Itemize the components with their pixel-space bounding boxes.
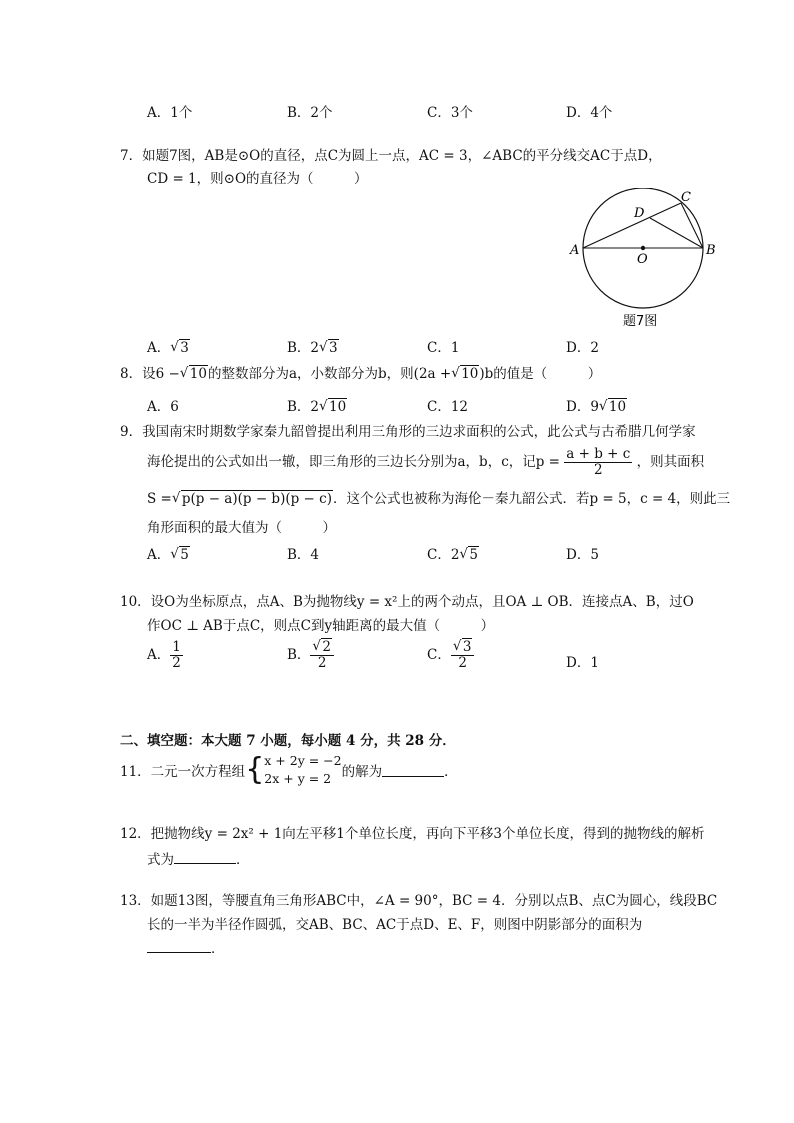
q7-option-a-radical <box>170 340 190 356</box>
q7-option-b-radicand: 3 <box>329 340 338 356</box>
q10-option-b <box>287 640 334 671</box>
q12-end: ． <box>236 852 250 868</box>
q6-option-d: D．4个 <box>566 105 613 121</box>
q9-line3-b: ．这个公式也被称为海伦－秦九韶公式．若p = 5，c = 4，则此三 <box>332 491 731 507</box>
q7-option-b-label: B．2 <box>287 340 320 356</box>
q9-line2-a: 海伦提出的公式如出一辙，即三角形的三边长分别为a，b，c，记p = <box>147 453 560 470</box>
q9-option-d: D．5 <box>566 547 599 563</box>
section2-title: 二、填空题：本大题 7 小题，每小题 4 分，共 28 分． <box>120 733 456 749</box>
label-c: C <box>681 190 691 205</box>
q9-option-b: B．4 <box>287 547 320 563</box>
q7-line2: CD = 1，则⊙O的直径为（ ） <box>147 171 368 187</box>
q7-figure <box>566 188 726 333</box>
q10-option-b-denominator: 2 <box>317 654 327 671</box>
q10-line1: 10．设O为坐标原点，点A、B为抛物线y = x²上的两个动点，且OA ⊥ OB．连接点A、B，过O <box>120 594 694 610</box>
q11-brace: { <box>245 752 265 788</box>
q9-heron-radicand: p(p − a)(p − b)(p − c) <box>181 491 332 507</box>
q9-line3-a: S = <box>147 491 172 507</box>
q11-end: ． <box>444 764 458 781</box>
q11-eq1: x + 2y = −2 <box>264 753 342 768</box>
q9-option-a-radicand: 5 <box>180 547 189 563</box>
q6-option-b: B．2个 <box>287 105 333 121</box>
q10-option-a-denominator: 2 <box>172 654 181 671</box>
q10-option-a-numerator: 1 <box>172 639 181 655</box>
q10-line2: 作OC ⊥ AB于点C，则点C到y轴距离的最大值（ ） <box>147 618 495 634</box>
q10-option-c-radical <box>453 640 473 655</box>
q11-answer-blank[interactable] <box>382 764 444 777</box>
q9-option-a-radical <box>170 547 190 563</box>
q7-option-b <box>287 336 339 356</box>
figure-caption: 题7图 <box>623 314 658 329</box>
q12-line1: 12．把抛物线y = 2x² + 1向左平移1个单位长度，再向下平移3个单位长度，得到的抛物线的解析 <box>120 826 705 842</box>
q7-option-a <box>147 336 190 356</box>
q11-prefix: 11．二元一次方程组 <box>120 764 246 781</box>
q10-option-b-numerator <box>310 640 334 656</box>
q7-option-b-radical <box>319 340 339 356</box>
q8-option-b <box>287 395 347 415</box>
q8-option-d-radical <box>599 399 627 415</box>
q7-option-c: C．1 <box>427 340 460 356</box>
q11-suffix: 的解为 <box>341 764 383 781</box>
q10-option-b-radical <box>312 640 332 655</box>
q8-option-b-label: B．2 <box>287 399 320 415</box>
center-dot <box>641 246 645 250</box>
q10-option-a <box>147 640 183 671</box>
q10-option-d: D．1 <box>566 655 599 671</box>
q13-line2: 长的一半为半径作圆弧，交AB、BC、AC于点D、E、F，则图中阴影部分的面积为 <box>147 917 643 933</box>
q10-option-c-fraction <box>451 640 475 671</box>
q13-line1: 13．如题13图，等腰直角三角形ABC中，∠A = 90°，BC = 4．分别以点B、点C为圆心，线段BC <box>120 893 718 909</box>
q9-line1: 9．我国南宋时期数学家秦九韶曾提出利用三角形的三边求面积的公式，此公式与古希腊几何学家 <box>120 424 696 440</box>
q8-radical <box>180 366 208 382</box>
q6-option-a: A．1个 <box>147 105 193 121</box>
q8-option-b-radicand: 10 <box>329 399 347 415</box>
q6-option-c: C．3个 <box>427 105 473 121</box>
q10-option-c-radicand: 3 <box>462 639 472 655</box>
q8-option-d-label: D．9 <box>566 399 599 415</box>
q8-option-d <box>566 395 627 415</box>
q11-eq2: 2x + y = 2 <box>264 771 332 787</box>
q10-option-a-label: A． <box>147 646 171 663</box>
q9-option-a-label: A． <box>147 547 171 563</box>
q9-p-denominator: 2 <box>594 461 603 478</box>
q9-option-c-radical <box>459 547 479 563</box>
q9-p-numerator: a + b + c <box>566 446 631 462</box>
q8-expr-radicand: 10 <box>461 366 479 382</box>
q12-line2 <box>147 848 250 868</box>
q11-line <box>120 752 458 788</box>
q8-prefix: 8．设6 − <box>120 366 180 382</box>
label-o: O <box>637 252 648 267</box>
label-a: A <box>570 243 580 258</box>
label-b: B <box>706 243 716 258</box>
q7-option-a-label: A． <box>147 340 171 356</box>
q10-option-c-denominator: 2 <box>458 654 467 671</box>
q9-option-a <box>147 543 190 563</box>
q12-line2-text: 式为 <box>147 852 174 868</box>
q11-system <box>264 752 341 788</box>
q10-option-a-fraction <box>170 640 183 671</box>
q13-answer-blank[interactable] <box>147 940 211 953</box>
q9-heron-radical <box>172 491 333 507</box>
q9-p-fraction <box>564 447 632 478</box>
q9-option-c <box>427 543 479 563</box>
q8-line <box>120 362 601 382</box>
q8-option-a: A．6 <box>147 399 179 415</box>
q9-option-c-label: C．2 <box>427 547 460 563</box>
q8-mid: 的整数部分为a，小数部分为b，则 <box>207 366 414 382</box>
q8-option-c: C．12 <box>427 399 469 415</box>
q8-option-b-radical <box>319 399 347 415</box>
q9-option-c-radicand: 5 <box>469 547 479 563</box>
q12-answer-blank[interactable] <box>174 851 236 864</box>
q10-option-c-label: C． <box>427 646 451 663</box>
q9-line4: 角形面积的最大值为（ ） <box>147 520 336 536</box>
q9-line2 <box>147 447 704 478</box>
label-d: D <box>634 206 645 221</box>
q13-end: ． <box>211 941 225 957</box>
q8-radicand: 10 <box>189 366 207 382</box>
q10-option-c-numerator <box>451 640 475 656</box>
q7-option-d: D．2 <box>566 340 599 356</box>
q13-line3 <box>147 937 225 957</box>
q10-option-b-fraction <box>310 640 334 671</box>
q9-line2-b: ，则其面积 <box>636 453 705 470</box>
q9-line3 <box>147 487 730 507</box>
q8-expr-a: (2a + <box>413 366 452 382</box>
chord-ac <box>583 203 681 248</box>
q7-line1: 7．如题7图，AB是⊙O的直径，点C为圆上一点，AC = 3，∠ABC的平分线交AC于点D， <box>120 148 662 164</box>
q8-expr-radical <box>451 366 479 382</box>
q10-option-c <box>427 640 474 671</box>
q8-expr-b: )b的值是（ ） <box>479 366 602 382</box>
q8-option-d-radicand: 10 <box>608 399 627 415</box>
q10-option-b-label: B． <box>287 646 311 663</box>
bisector-bd <box>650 218 703 248</box>
q10-option-b-radicand: 2 <box>322 639 332 655</box>
q7-option-a-radicand: 3 <box>180 340 189 356</box>
